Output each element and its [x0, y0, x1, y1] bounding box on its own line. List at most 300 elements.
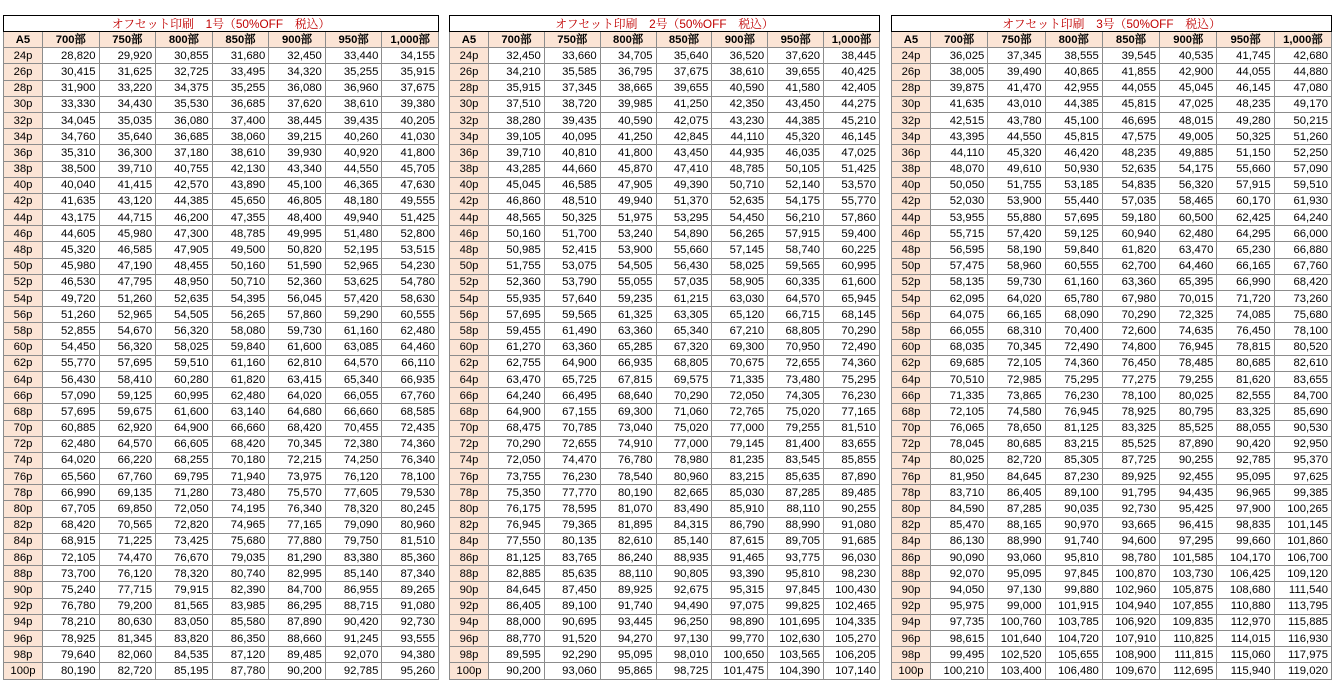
price-cell: 43,450 — [768, 96, 824, 112]
price-cell: 87,120 — [212, 647, 269, 663]
price-cell: 50,160 — [489, 226, 545, 242]
price-cell: 40,040 — [43, 177, 100, 193]
price-cell: 114,015 — [1217, 630, 1274, 646]
table-row — [4, 80, 439, 96]
table-row — [4, 355, 439, 371]
price-cell: 85,195 — [156, 663, 213, 679]
price-cell: 64,295 — [1217, 226, 1274, 242]
price-cell: 47,410 — [656, 161, 712, 177]
price-cell: 29,920 — [99, 48, 156, 64]
price-cell: 93,665 — [1102, 517, 1159, 533]
price-cell: 59,455 — [489, 323, 545, 339]
price-cell: 69,300 — [712, 339, 768, 355]
table-row — [450, 647, 880, 663]
price-cell: 49,555 — [382, 193, 439, 209]
price-cell: 99,770 — [712, 630, 768, 646]
table-row — [892, 291, 1332, 307]
price-cell: 95,810 — [768, 566, 824, 582]
table-row — [892, 663, 1332, 679]
price-cell: 115,060 — [1217, 647, 1274, 663]
price-cell: 48,070 — [931, 161, 988, 177]
price-cell: 58,465 — [1160, 193, 1217, 209]
page-count-label: 46p — [4, 226, 43, 242]
price-cell: 88,770 — [489, 630, 545, 646]
page-count-label: 76p — [892, 469, 931, 485]
price-cell: 37,620 — [768, 48, 824, 64]
price-cell: 40,810 — [544, 145, 600, 161]
price-cell: 56,265 — [712, 226, 768, 242]
price-cell: 105,655 — [1045, 647, 1102, 663]
price-cell: 70,180 — [212, 452, 269, 468]
price-cell: 61,600 — [824, 274, 880, 290]
table-row — [450, 485, 880, 501]
price-cell: 70,290 — [1102, 307, 1159, 323]
table-row — [450, 501, 880, 517]
table-row — [4, 501, 439, 517]
price-cell: 62,425 — [1217, 210, 1274, 226]
price-cell: 95,810 — [1045, 550, 1102, 566]
price-cell: 97,130 — [656, 630, 712, 646]
column-header-quantity: 850部 — [1102, 32, 1159, 48]
price-cell: 54,175 — [1160, 161, 1217, 177]
table-row — [4, 598, 439, 614]
price-cell: 92,070 — [325, 647, 382, 663]
price-cell: 63,470 — [489, 371, 545, 387]
price-cell: 52,800 — [382, 226, 439, 242]
price-cell: 37,675 — [656, 64, 712, 80]
price-cell: 55,770 — [824, 193, 880, 209]
price-cell: 50,105 — [768, 161, 824, 177]
page-count-label: 48p — [450, 242, 489, 258]
price-cell: 44,935 — [712, 145, 768, 161]
price-cell: 39,490 — [988, 64, 1045, 80]
price-cell: 89,485 — [824, 485, 880, 501]
price-cell: 54,505 — [600, 258, 656, 274]
price-cell: 98,780 — [1102, 550, 1159, 566]
price-cell: 45,650 — [212, 193, 269, 209]
table-row — [4, 550, 439, 566]
price-cell: 66,605 — [156, 436, 213, 452]
price-cell: 39,435 — [544, 112, 600, 128]
price-cell: 68,915 — [43, 533, 100, 549]
price-cell: 72,600 — [1102, 323, 1159, 339]
price-cell: 53,515 — [382, 242, 439, 258]
price-cell: 106,700 — [1274, 550, 1331, 566]
size-corner-label: A5 — [4, 32, 43, 48]
price-cell: 85,635 — [768, 469, 824, 485]
page-count-label: 32p — [892, 112, 931, 128]
price-cell: 66,110 — [382, 355, 439, 371]
price-cell: 107,855 — [1160, 598, 1217, 614]
table-row — [450, 291, 880, 307]
price-cell: 72,380 — [325, 436, 382, 452]
price-cell: 42,350 — [712, 96, 768, 112]
price-cell: 95,095 — [600, 647, 656, 663]
page-count-label: 94p — [4, 614, 43, 630]
price-cell: 61,600 — [156, 404, 213, 420]
price-cell: 104,720 — [1045, 630, 1102, 646]
price-cell: 43,780 — [988, 112, 1045, 128]
page-count-label: 96p — [892, 630, 931, 646]
price-cell: 77,880 — [269, 533, 326, 549]
price-cell: 83,820 — [156, 630, 213, 646]
price-cell: 89,265 — [382, 582, 439, 598]
page-count-label: 80p — [892, 501, 931, 517]
price-cell: 46,145 — [1217, 80, 1274, 96]
price-cell: 78,100 — [1102, 388, 1159, 404]
price-cell: 82,610 — [1274, 355, 1331, 371]
price-cell: 44,550 — [325, 161, 382, 177]
price-cell: 66,990 — [1217, 274, 1274, 290]
price-cell: 110,825 — [1160, 630, 1217, 646]
price-cell: 44,880 — [1274, 64, 1331, 80]
price-cell: 61,270 — [489, 339, 545, 355]
price-cell: 67,815 — [600, 371, 656, 387]
price-cell: 36,080 — [269, 80, 326, 96]
page-count-label: 42p — [450, 193, 489, 209]
price-cell: 32,450 — [269, 48, 326, 64]
price-cell: 109,120 — [1274, 566, 1331, 582]
price-cell: 79,255 — [1160, 371, 1217, 387]
price-cell: 53,185 — [1045, 177, 1102, 193]
page-count-label: 64p — [4, 371, 43, 387]
page-count-label: 100p — [892, 663, 931, 679]
price-cell: 74,470 — [544, 452, 600, 468]
price-cell: 37,345 — [988, 48, 1045, 64]
price-cell: 91,080 — [382, 598, 439, 614]
price-cell: 66,660 — [212, 420, 269, 436]
table-row — [450, 258, 880, 274]
price-cell: 64,460 — [1160, 258, 1217, 274]
price-cell: 41,415 — [99, 177, 156, 193]
price-cell: 80,960 — [382, 517, 439, 533]
table-row — [4, 420, 439, 436]
price-cell: 80,025 — [931, 452, 988, 468]
page-count-label: 90p — [450, 582, 489, 598]
price-cell: 89,595 — [489, 647, 545, 663]
price-cell: 81,290 — [269, 550, 326, 566]
price-cell: 101,640 — [988, 630, 1045, 646]
table-row — [892, 614, 1332, 630]
table-row — [892, 371, 1332, 387]
price-cell: 75,350 — [489, 485, 545, 501]
price-cell: 100,265 — [1274, 501, 1331, 517]
price-cell: 33,495 — [212, 64, 269, 80]
page-count-label: 66p — [4, 388, 43, 404]
page-count-label: 68p — [450, 404, 489, 420]
price-cell: 70,345 — [988, 339, 1045, 355]
page-count-label: 80p — [4, 501, 43, 517]
price-cell: 71,060 — [656, 404, 712, 420]
table-row — [450, 404, 880, 420]
price-cell: 95,425 — [1160, 501, 1217, 517]
price-cell: 40,425 — [824, 64, 880, 80]
price-cell: 62,700 — [1102, 258, 1159, 274]
price-cell: 71,335 — [712, 371, 768, 387]
table-row — [892, 582, 1332, 598]
table-row — [892, 501, 1332, 517]
price-cell: 53,900 — [600, 242, 656, 258]
price-cell: 52,415 — [544, 242, 600, 258]
price-cell: 60,225 — [824, 242, 880, 258]
price-cell: 68,420 — [1274, 274, 1331, 290]
price-cell: 81,345 — [99, 630, 156, 646]
price-cell: 72,215 — [269, 452, 326, 468]
price-cell: 68,585 — [382, 404, 439, 420]
price-cell: 82,060 — [99, 647, 156, 663]
price-cell: 99,825 — [768, 598, 824, 614]
table-row — [4, 371, 439, 387]
price-cell: 95,370 — [1274, 452, 1331, 468]
price-cell: 42,075 — [656, 112, 712, 128]
page-count-label: 88p — [892, 566, 931, 582]
price-cell: 34,375 — [156, 80, 213, 96]
price-cell: 97,295 — [1160, 533, 1217, 549]
price-cell: 95,095 — [1217, 469, 1274, 485]
price-cell: 98,835 — [1217, 517, 1274, 533]
price-cell: 76,175 — [489, 501, 545, 517]
price-cell: 50,710 — [212, 274, 269, 290]
column-header-quantity: 900部 — [269, 32, 326, 48]
table-row — [4, 291, 439, 307]
price-cell: 80,025 — [1160, 388, 1217, 404]
price-cell: 57,090 — [43, 388, 100, 404]
price-cell: 62,480 — [382, 323, 439, 339]
price-cell: 58,905 — [712, 274, 768, 290]
page-count-label: 60p — [450, 339, 489, 355]
price-cell: 74,250 — [325, 452, 382, 468]
price-cell: 42,845 — [656, 129, 712, 145]
price-cell: 87,230 — [1045, 469, 1102, 485]
page-count-label: 44p — [892, 210, 931, 226]
price-cell: 61,490 — [544, 323, 600, 339]
price-cell: 56,320 — [1160, 177, 1217, 193]
page-count-label: 70p — [892, 420, 931, 436]
price-cell: 59,400 — [824, 226, 880, 242]
price-cell: 37,345 — [544, 80, 600, 96]
price-cell: 50,820 — [269, 242, 326, 258]
price-cell: 56,045 — [269, 291, 326, 307]
page-count-label: 40p — [892, 177, 931, 193]
page-count-label: 76p — [4, 469, 43, 485]
price-cell: 68,255 — [156, 452, 213, 468]
price-cell: 46,585 — [544, 177, 600, 193]
price-cell: 104,335 — [824, 614, 880, 630]
price-cell: 75,240 — [43, 582, 100, 598]
price-cell: 68,805 — [768, 323, 824, 339]
page-count-label: 38p — [4, 161, 43, 177]
price-cell: 59,125 — [1045, 226, 1102, 242]
price-cell: 41,745 — [1217, 48, 1274, 64]
price-cell: 61,215 — [656, 291, 712, 307]
price-cell: 53,240 — [600, 226, 656, 242]
price-cell: 100,760 — [988, 614, 1045, 630]
table-row — [450, 550, 880, 566]
price-cell: 59,180 — [1102, 210, 1159, 226]
price-cell: 76,945 — [489, 517, 545, 533]
price-cell: 66,165 — [988, 307, 1045, 323]
column-header-quantity: 850部 — [656, 32, 712, 48]
page-count-label: 30p — [450, 96, 489, 112]
price-cell: 59,235 — [600, 291, 656, 307]
price-cell: 81,125 — [1045, 420, 1102, 436]
price-cell: 85,635 — [544, 566, 600, 582]
price-cell: 55,660 — [1217, 161, 1274, 177]
price-cell: 72,105 — [931, 404, 988, 420]
table-row — [4, 436, 439, 452]
table-row — [450, 469, 880, 485]
page-count-label: 50p — [892, 258, 931, 274]
price-cell: 57,145 — [712, 242, 768, 258]
price-cell: 33,440 — [325, 48, 382, 64]
price-cell: 57,915 — [768, 226, 824, 242]
price-cell: 55,935 — [489, 291, 545, 307]
price-cell: 62,480 — [1160, 226, 1217, 242]
page-count-label: 66p — [450, 388, 489, 404]
price-cell: 68,090 — [1045, 307, 1102, 323]
table-row — [450, 598, 880, 614]
price-cell: 83,325 — [1102, 420, 1159, 436]
price-cell: 103,785 — [1045, 614, 1102, 630]
price-cell: 59,290 — [325, 307, 382, 323]
price-cell: 94,600 — [1102, 533, 1159, 549]
price-cell: 85,030 — [712, 485, 768, 501]
price-cell: 74,635 — [1160, 323, 1217, 339]
table-row — [892, 177, 1332, 193]
price-cell: 70,675 — [712, 355, 768, 371]
price-cell: 88,935 — [656, 550, 712, 566]
price-cell: 42,515 — [931, 112, 988, 128]
price-cell: 47,905 — [156, 242, 213, 258]
table-row — [4, 566, 439, 582]
price-cell: 119,020 — [1274, 663, 1331, 679]
page-count-label: 86p — [4, 550, 43, 566]
price-cell: 47,080 — [1274, 80, 1331, 96]
price-cell: 53,295 — [656, 210, 712, 226]
page-count-label: 36p — [450, 145, 489, 161]
price-cell: 77,000 — [656, 436, 712, 452]
price-cell: 81,070 — [600, 501, 656, 517]
page-count-label: 30p — [4, 96, 43, 112]
price-cell: 68,035 — [931, 339, 988, 355]
price-cell: 102,465 — [824, 598, 880, 614]
price-cell: 87,285 — [988, 501, 1045, 517]
price-cell: 69,135 — [99, 485, 156, 501]
price-cell: 57,915 — [1217, 177, 1274, 193]
table-row — [4, 193, 439, 209]
price-cell: 48,180 — [325, 193, 382, 209]
price-cell: 87,890 — [269, 614, 326, 630]
price-cell: 37,400 — [212, 112, 269, 128]
price-cell: 50,710 — [712, 177, 768, 193]
price-cell: 49,720 — [43, 291, 100, 307]
price-cell: 46,695 — [1102, 112, 1159, 128]
price-cell: 91,080 — [824, 517, 880, 533]
price-cell: 78,650 — [988, 420, 1045, 436]
page-count-label: 40p — [450, 177, 489, 193]
table-row — [450, 436, 880, 452]
price-cell: 37,675 — [382, 80, 439, 96]
price-cell: 44,055 — [1102, 80, 1159, 96]
price-cell: 92,675 — [656, 582, 712, 598]
price-cell: 81,950 — [931, 469, 988, 485]
table-title: オフセット印刷 3号（50%OFF 税込） — [892, 16, 1332, 32]
price-cell: 46,145 — [824, 129, 880, 145]
price-cell: 68,475 — [489, 420, 545, 436]
price-cell: 47,630 — [382, 177, 439, 193]
price-cell: 70,785 — [544, 420, 600, 436]
price-cell: 64,075 — [931, 307, 988, 323]
price-cell: 58,740 — [768, 242, 824, 258]
price-cell: 78,815 — [1217, 339, 1274, 355]
price-cell: 64,680 — [269, 404, 326, 420]
price-cell: 84,535 — [156, 647, 213, 663]
page-count-label: 28p — [450, 80, 489, 96]
page-count-label: 48p — [4, 242, 43, 258]
price-cell: 61,160 — [1045, 274, 1102, 290]
price-cell: 54,890 — [656, 226, 712, 242]
price-cell: 36,300 — [99, 145, 156, 161]
price-cell: 78,320 — [325, 501, 382, 517]
price-cell: 79,915 — [156, 582, 213, 598]
price-cell: 45,320 — [43, 242, 100, 258]
table-row — [4, 404, 439, 420]
column-header-quantity: 900部 — [712, 32, 768, 48]
price-cell: 87,890 — [824, 469, 880, 485]
price-cell: 88,990 — [988, 533, 1045, 549]
price-cell: 75,295 — [1045, 371, 1102, 387]
page-count-label: 32p — [450, 112, 489, 128]
table-row — [892, 533, 1332, 549]
price-cell: 66,055 — [931, 323, 988, 339]
price-cell: 90,420 — [1217, 436, 1274, 452]
page-count-label: 30p — [892, 96, 931, 112]
price-cell: 106,425 — [1217, 566, 1274, 582]
price-cell: 53,075 — [544, 258, 600, 274]
price-cell: 61,600 — [269, 339, 326, 355]
table-row — [4, 647, 439, 663]
page-count-label: 82p — [4, 517, 43, 533]
page-count-label: 24p — [4, 48, 43, 64]
price-cell: 85,855 — [824, 452, 880, 468]
price-cell: 73,480 — [768, 371, 824, 387]
price-cell: 55,660 — [656, 242, 712, 258]
table-row — [892, 550, 1332, 566]
price-cell: 78,925 — [1102, 404, 1159, 420]
price-cell: 64,900 — [489, 404, 545, 420]
price-cell: 57,860 — [269, 307, 326, 323]
price-cell: 68,310 — [988, 323, 1045, 339]
price-cell: 64,460 — [382, 339, 439, 355]
price-cell: 92,290 — [544, 647, 600, 663]
price-cell: 36,520 — [712, 48, 768, 64]
price-cell: 87,615 — [712, 533, 768, 549]
table-row — [892, 420, 1332, 436]
price-cell: 56,430 — [656, 258, 712, 274]
price-cell: 98,230 — [824, 566, 880, 582]
price-cell: 36,795 — [600, 64, 656, 80]
page-count-label: 42p — [4, 193, 43, 209]
price-cell: 70,290 — [489, 436, 545, 452]
price-cell: 57,420 — [325, 291, 382, 307]
price-cell: 57,420 — [988, 226, 1045, 242]
price-cell: 46,420 — [1045, 145, 1102, 161]
price-cell: 61,820 — [212, 371, 269, 387]
price-cell: 74,085 — [1217, 307, 1274, 323]
price-cell: 31,680 — [212, 48, 269, 64]
price-cell: 62,480 — [212, 388, 269, 404]
price-cell: 59,730 — [988, 274, 1045, 290]
